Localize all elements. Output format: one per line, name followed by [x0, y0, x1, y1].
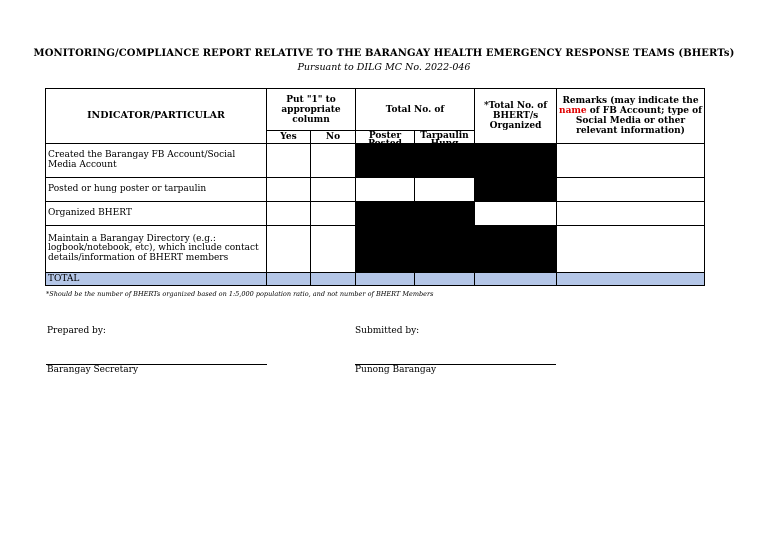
blocked-cell	[475, 226, 557, 273]
cell-poster-count[interactable]	[356, 178, 415, 202]
cell-no[interactable]	[311, 226, 356, 273]
blocked-cell	[475, 178, 557, 202]
table-row	[46, 144, 705, 178]
cell-no[interactable]	[311, 144, 356, 178]
table-row	[46, 178, 705, 202]
cell-bhert-count[interactable]	[475, 202, 557, 226]
total-row	[46, 273, 705, 286]
cell-yes[interactable]	[267, 202, 311, 226]
cell-yes[interactable]	[267, 226, 311, 273]
header-tarpaulin-hung	[415, 130, 475, 149]
submitted-by-label: Submitted by:	[355, 326, 420, 336]
cell-tarpaulin-count[interactable]	[415, 178, 475, 202]
table-row	[46, 202, 705, 226]
header-remarks	[557, 89, 705, 144]
remarks-text-end: of FB Account; type of Social Media or other relevant information)	[575, 106, 702, 136]
header-put-one: Put "1" to appropriate column	[267, 89, 356, 131]
total-no[interactable]	[311, 273, 356, 286]
total-poster[interactable]	[356, 273, 415, 286]
row-label-organized-bhert: Organized BHERT	[46, 202, 267, 226]
table-row	[46, 226, 705, 273]
total-tarpaulin[interactable]	[415, 273, 475, 286]
blocked-cell	[475, 144, 557, 178]
cell-remarks[interactable]	[557, 202, 705, 226]
header-indicator: INDICATOR/PARTICULAR	[46, 89, 267, 144]
header-no: No	[311, 131, 356, 144]
footnote: *Should be the number of BHERTs organized based on 1:5,000 population ratio, and not number of BHERT Members	[46, 290, 434, 298]
blocked-cell	[415, 202, 475, 226]
blocked-cell	[356, 202, 415, 226]
remarks-text-start: Remarks (may indicate the	[562, 96, 699, 106]
poster-posted-label: Poster Posted	[368, 130, 402, 149]
prepared-role: Barangay Secretary	[47, 365, 139, 375]
blocked-cell	[356, 144, 415, 178]
total-bhert[interactable]	[475, 273, 557, 286]
blocked-cell	[356, 226, 415, 273]
cell-remarks[interactable]	[557, 226, 705, 273]
cell-no[interactable]	[311, 202, 356, 226]
submitted-role: Punong Barangay	[355, 365, 437, 375]
header-total-no: Total No. of	[356, 89, 475, 131]
cell-yes[interactable]	[267, 178, 311, 202]
cell-remarks[interactable]	[557, 144, 705, 178]
row-label-fb-account: Created the Barangay FB Account/Social Media Account	[46, 144, 267, 178]
cell-yes[interactable]	[267, 144, 311, 178]
header-poster-posted	[356, 130, 415, 149]
report-subtitle: Pursuant to DILG MC No. 2022-046	[297, 62, 471, 73]
total-remarks[interactable]	[557, 273, 705, 286]
compliance-table	[45, 88, 705, 286]
total-yes[interactable]	[267, 273, 311, 286]
report-title: MONITORING/COMPLIANCE REPORT RELATIVE TO THE BARANGAY HEALTH EMERGENCY RESPONSE TEAMS (BHERTs)	[33, 48, 735, 59]
header-bhert-organized: *Total No. of BHERT/s Organized	[475, 89, 557, 144]
blocked-cell	[415, 226, 475, 273]
row-label-poster: Posted or hung poster or tarpaulin	[46, 178, 267, 202]
cell-no[interactable]	[311, 178, 356, 202]
tarpaulin-hung-label: Tarpaulin Hung	[420, 130, 469, 149]
prepared-by-label: Prepared by:	[47, 326, 106, 336]
header-yes: Yes	[267, 131, 311, 144]
blocked-cell	[415, 144, 475, 178]
total-label: TOTAL	[46, 273, 267, 286]
row-label-directory: Maintain a Barangay Directory (e.g.: logbook/notebook, etc), which include contact details/information of BHERT members	[46, 226, 267, 273]
cell-remarks[interactable]	[557, 178, 705, 202]
remarks-highlight-name: name	[559, 106, 587, 116]
